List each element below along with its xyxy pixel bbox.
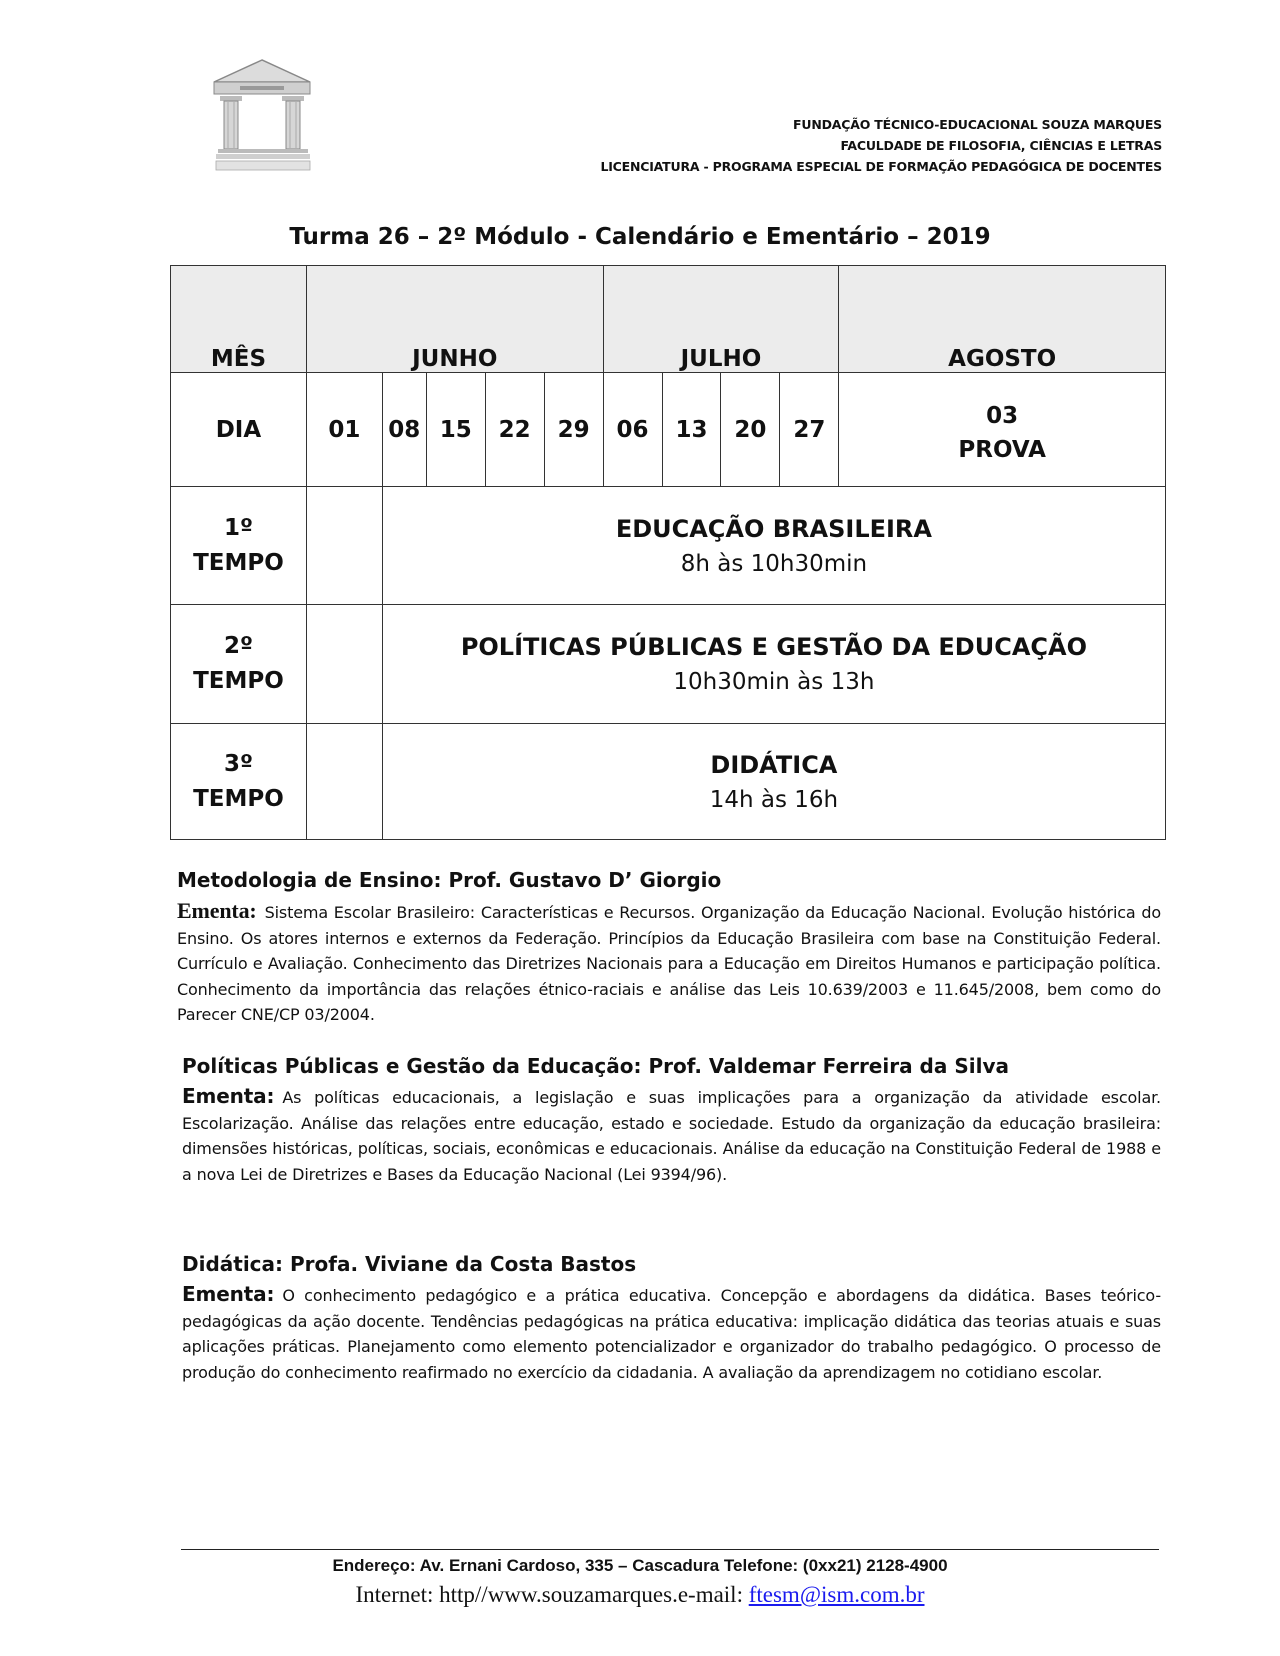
- syllabus-section: [182, 1054, 1161, 1187]
- day-cell: 08: [382, 373, 426, 487]
- tempo-row: [171, 605, 1166, 724]
- institution-header: [600, 114, 1162, 177]
- subject-time: 10h30min às 13h: [673, 669, 875, 695]
- tempo-label: [171, 605, 307, 724]
- section-heading: Metodologia de Ensino: Prof. Gustavo D’ Giorgio: [177, 868, 722, 892]
- day-row: [171, 373, 1166, 487]
- day-cell: 27: [780, 373, 839, 487]
- section-heading: Políticas Públicas e Gestão da Educação: Prof. Valdemar Ferreira da Silva: [182, 1054, 1009, 1078]
- empty-cell: [306, 605, 382, 724]
- subject-cell: [382, 605, 1165, 724]
- section-body: [182, 1084, 1161, 1187]
- tempo-label: [171, 487, 307, 605]
- subject-name: DIDÁTICA: [710, 750, 838, 779]
- month-july: JULHO: [603, 266, 839, 373]
- empty-cell: [306, 487, 382, 605]
- ementa-text: Sistema Escolar Brasileiro: Características e Recursos. Organização da Educação Nacional. Evolução histórica do Ensino. Os atores internos e externos da Federação. Princípios da Educação Brasileira com base na Constituição Federal. Currículo e Avaliação. Conhecimento das Diretrizes Nacionais para a Educação em Direitos Humanos e participação política. Conhecimento da importância das relações étnico-raciais e análise das Leis 10.639/2003 e 11.645/2008, bem como do Parecer CNE/CP 03/2004.: [177, 903, 1161, 1024]
- day-cell: 15: [426, 373, 485, 487]
- tempo-word: TEMPO: [193, 785, 284, 812]
- exam-day: 03: [986, 402, 1019, 429]
- institution-name: FUNDAÇÃO TÉCNICO-EDUCACIONAL SOUZA MARQUES: [793, 117, 1162, 132]
- ementa-text: As políticas educacionais, a legislação e suas implicações para a organização da atividade escolar. Escolarização. Análise das relações entre educação, estado e sociedade. Estudo da organização da educação brasileira: dimensões históricas, políticas, sociais, econômicas e educacionais. Análise da educação na Constituição Federal de 1988 e a nova Lei de Diretrizes e Bases da Educação Nacional (Lei 9394/96).: [182, 1088, 1161, 1184]
- ementa-text: O conhecimento pedagógico e a prática educativa. Concepção e abordagens da didática. Bases teórico-pedagógicas da ação docente. Tendências pedagógicas na prática educativa: implicação didática das teorias atuais e suas aplicações práticas. Planejamento como elemento potencializador e organizador do trabalho pedagógico. O processo de produção do conhecimento reafirmado no exercício da cidadania. A avaliação da aprendizagem no cotidiano escolar.: [182, 1286, 1161, 1382]
- subject-cell: [382, 487, 1165, 605]
- ementa-label: Ementa:: [182, 1282, 275, 1306]
- tempo-label: [171, 724, 307, 840]
- subject-time: 8h às 10h30min: [680, 550, 868, 577]
- footer-address: Endereço: Av. Ernani Cardoso, 335 – Cascadura Telefone: (0xx21) 2128-4900: [332, 1556, 948, 1575]
- tempo-word: TEMPO: [193, 549, 284, 576]
- day-cell: 01: [306, 373, 382, 487]
- footer-contact: [0, 1582, 1280, 1608]
- day-cell: 06: [603, 373, 662, 487]
- month-header-label: MÊS: [171, 266, 307, 373]
- month-june: JUNHO: [306, 266, 603, 373]
- empty-cell: [306, 724, 382, 840]
- day-cell: 22: [485, 373, 544, 487]
- tempo-number: 2º: [223, 633, 253, 659]
- syllabus-section: [177, 868, 1161, 1028]
- month-august: AGOSTO: [839, 266, 1166, 373]
- temple-columns-logo: [206, 58, 318, 174]
- tempo-number: 1º: [223, 514, 253, 541]
- subject-name: EDUCAÇÃO BRASILEIRA: [615, 514, 932, 543]
- section-body: [182, 1282, 1161, 1385]
- exam-day-cell: [839, 373, 1166, 487]
- page-title: Turma 26 – 2º Módulo - Calendário e Ementário – 2019: [289, 224, 991, 250]
- section-body: [177, 898, 1161, 1028]
- subject-time: 14h às 16h: [709, 786, 839, 813]
- section-heading: Didática: Profa. Viviane da Costa Bastos: [182, 1252, 637, 1276]
- month-row: [171, 266, 1166, 373]
- program-name: LICENCIATURA - PROGRAMA ESPECIAL DE FORMAÇÃO PEDAGÓGICA DE DOCENTES: [600, 159, 1162, 174]
- footer-divider: [181, 1549, 1159, 1550]
- email-link[interactable]: ftesm@ism.com.br: [748, 1582, 925, 1607]
- tempo-row: [171, 724, 1166, 840]
- ementa-label: Ementa:: [177, 898, 257, 923]
- day-cell: 29: [544, 373, 603, 487]
- calendar-table: [170, 265, 1166, 840]
- tempo-number: 3º: [223, 750, 253, 777]
- tempo-row: [171, 487, 1166, 605]
- tempo-word: TEMPO: [193, 668, 284, 694]
- subject-cell: [382, 724, 1165, 840]
- institution-logo: [206, 58, 318, 174]
- day-cell: 13: [662, 373, 721, 487]
- ementa-label: Ementa:: [182, 1084, 275, 1108]
- day-cell: 20: [721, 373, 780, 487]
- day-header-label: DIA: [171, 373, 307, 487]
- exam-label: PROVA: [958, 436, 1046, 463]
- footer-website: Internet: http//www.souzamarques.e-mail:: [355, 1582, 749, 1607]
- faculty-name: FACULDADE DE FILOSOFIA, CIÊNCIAS E LETRAS: [840, 138, 1162, 153]
- subject-name: POLÍTICAS PÚBLICAS E GESTÃO DA EDUCAÇÃO: [460, 633, 1087, 661]
- syllabus-section: [182, 1252, 1161, 1385]
